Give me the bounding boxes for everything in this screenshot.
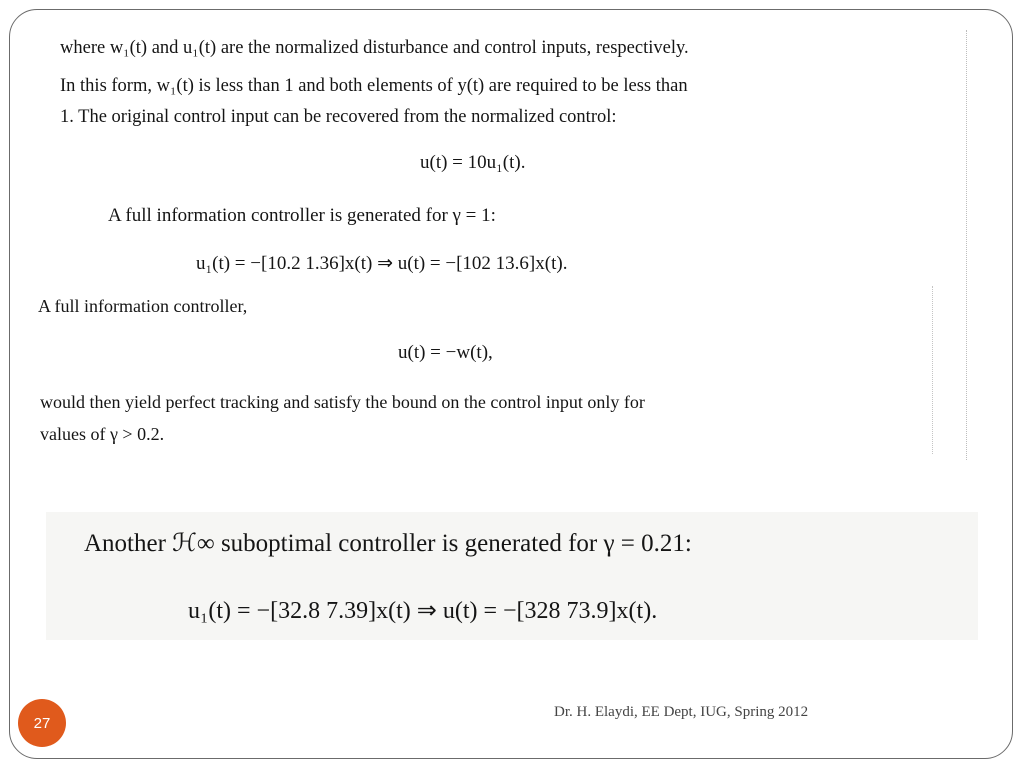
equation-full-info-gamma1: u₁(t) = −[10.2 1.36]x(t) ⇒ u(t) = −[102 13.6]x(t). [196,253,568,274]
paragraph-line: 1. The original control input can be recovered from the normalized control: [60,107,617,127]
paragraph-line: values of γ > 0.2. [40,424,165,444]
paragraph-line: where w₁(t) and u₁(t) are the normalized disturbance and control inputs, respectively. [60,38,689,58]
scan-excerpt-normalization [60,30,960,288]
scan-excerpt-perfect-tracking [38,284,928,454]
footer-credit: Dr. H. Elaydi, EE Dept, IUG, Spring 2012 [554,704,809,720]
scan-edge-artifact [926,286,933,454]
paragraph-line: would then yield perfect tracking and satisfy the bound on the control input only for [40,392,645,412]
paragraph-line: In this form, w₁(t) is less than 1 and both elements of y(t) are required to be less than [60,76,688,96]
scan-excerpt-suboptimal [46,512,978,640]
suboptimal-heading: Another ℋ∞ suboptimal controller is generated for γ = 0.21: [84,530,692,557]
scan-edge-artifact [954,30,967,460]
paragraph-line: A full information controller, [38,296,248,316]
full-info-heading: A full information controller is generated for γ = 1: [108,205,496,226]
page-number-badge: 27 [18,699,66,747]
equation-u-equals-minus-w: u(t) = −w(t), [398,342,493,363]
equation-control-recovery: u(t) = 10u₁(t). [420,152,526,173]
equation-suboptimal-gamma021: u₁(t) = −[32.8 7.39]x(t) ⇒ u(t) = −[328 73.9]x(t). [188,598,658,624]
